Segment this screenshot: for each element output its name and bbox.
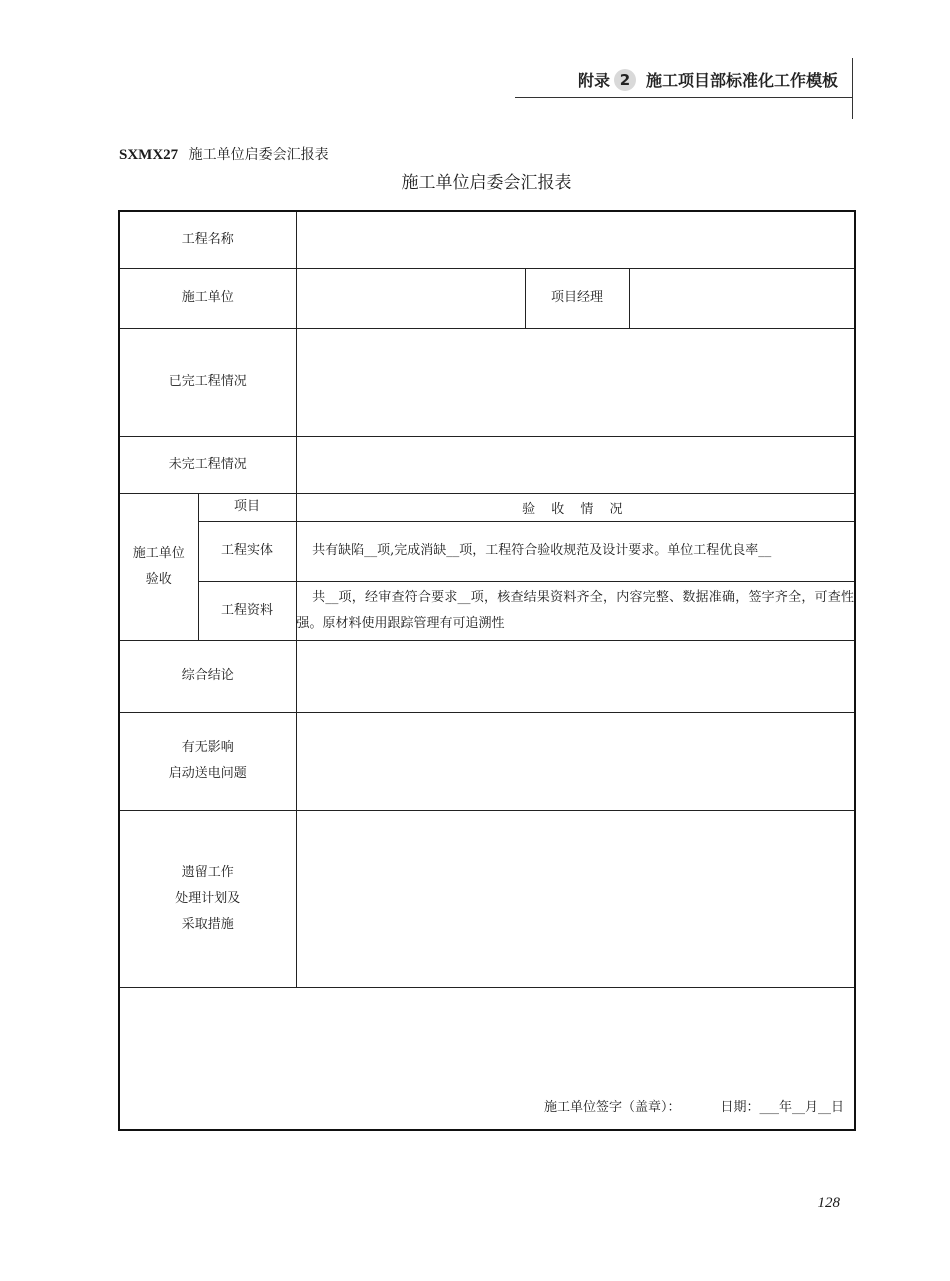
form-caption: 施工单位启委会汇报表: [188, 147, 329, 163]
form-code-caption: [119, 144, 329, 164]
startup-issues-label-line2: 启动送电问题: [168, 766, 247, 781]
row-acceptance-header: [119, 493, 855, 521]
row-conclusion: [119, 640, 855, 712]
remaining-work-label-line1: 遗留工作: [181, 864, 234, 880]
acceptance-label: [119, 493, 198, 640]
uncompleted-work-field[interactable]: [296, 436, 855, 493]
item-header: 项目: [198, 493, 296, 521]
signature-line: [544, 1096, 844, 1115]
project-entity-label: 工程实体: [198, 521, 296, 581]
contractor-label: 施工单位: [119, 268, 296, 328]
signature-area[interactable]: [119, 987, 855, 1130]
completed-work-field[interactable]: [296, 328, 855, 436]
startup-issues-field[interactable]: [296, 712, 855, 810]
project-entity-text[interactable]: 共有缺陷__项,完成消缺__项，工程符合验收规范及设计要求。单位工程优良率__: [296, 521, 855, 581]
report-form-table: [118, 210, 856, 1131]
project-manager-label: 项目经理: [525, 268, 629, 328]
project-documents-text[interactable]: 共__项，经审查符合要求__项，核查结果资料齐全，内容完整、数据准确，签字齐全，可查性强。原材料使用跟踪管理有可追溯性: [296, 581, 855, 640]
row-uncompleted-work: [119, 436, 855, 493]
startup-issues-label: [119, 712, 296, 810]
row-startup-issues: [119, 712, 855, 810]
header-rule-vertical: [852, 58, 853, 119]
acceptance-status-header: 验 收 情 况: [296, 493, 855, 521]
acceptance-label-line2: 验收: [145, 571, 172, 587]
appendix-number-badge: 2: [614, 69, 636, 91]
signature-label: 施工单位签字（盖章）：: [543, 1100, 681, 1115]
project-manager-field[interactable]: [629, 268, 855, 328]
completed-work-label: 已完工程情况: [119, 328, 296, 436]
header-rule-horizontal: [515, 97, 853, 98]
conclusion-field[interactable]: [296, 640, 855, 712]
remaining-work-label: [119, 810, 296, 987]
row-completed-work: [119, 328, 855, 436]
row-project-documents: [119, 581, 855, 640]
project-name-field[interactable]: [296, 211, 855, 268]
row-signature: [119, 987, 855, 1130]
page-title: 施工单位启委会汇报表: [401, 173, 572, 193]
section-title: 施工项目部标准化工作模板: [645, 71, 838, 90]
remaining-work-label-line2: 处理计划及: [175, 890, 241, 906]
uncompleted-work-label: 未完工程情况: [119, 436, 296, 493]
startup-issues-label-line1: 有无影响: [181, 740, 234, 755]
row-contractor: [119, 268, 855, 328]
remaining-work-label-line3: 采取措施: [181, 916, 234, 932]
row-remaining-work: [119, 810, 855, 987]
date-label: 日期：___年__月__日: [720, 1100, 845, 1115]
project-name-label: 工程名称: [119, 211, 296, 268]
form-code: SXMX27: [119, 147, 179, 163]
appendix-label: 附录: [577, 71, 610, 90]
project-documents-label: 工程资料: [198, 581, 296, 640]
conclusion-label: 综合结论: [119, 640, 296, 712]
row-project-entity: [119, 521, 855, 581]
remaining-work-field[interactable]: [296, 810, 855, 987]
contractor-field[interactable]: [296, 268, 525, 328]
running-header: [578, 68, 838, 91]
page-number: 128: [817, 1195, 840, 1211]
acceptance-label-line1: 施工单位: [132, 545, 185, 561]
row-project-name: [119, 211, 855, 268]
